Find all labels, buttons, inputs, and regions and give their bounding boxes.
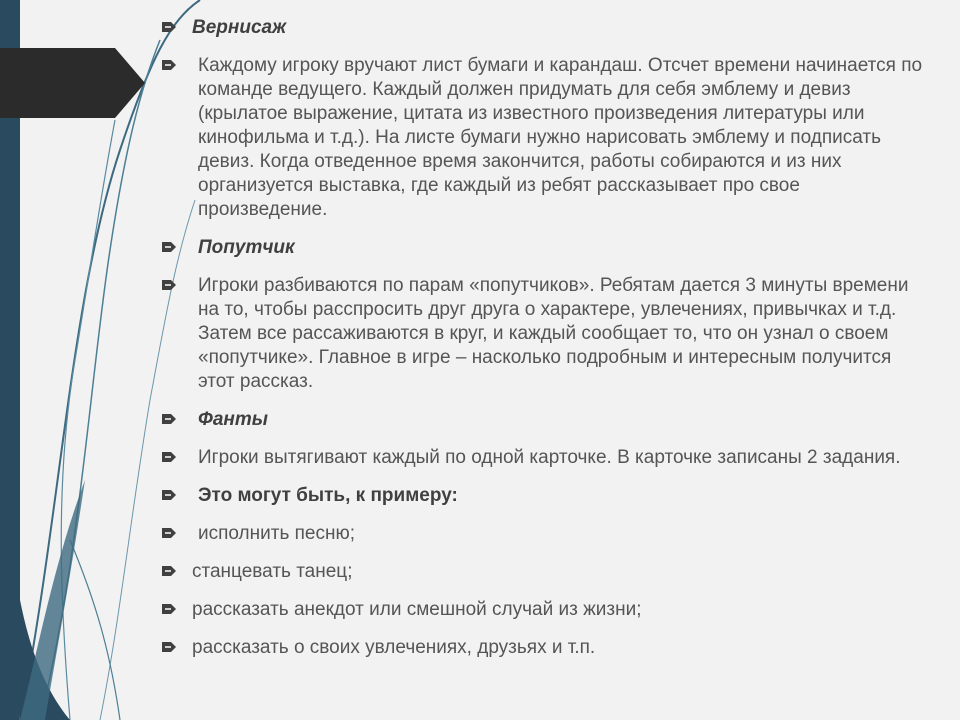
arrow-bullet-icon [162,602,176,616]
paragraph-poputchik: Игроки разбиваются по парам «попутчиков». Ребятам дается 3 минуты времени на то, чтобы расспросить друг друга о характере, увлечениях, привычках и т.д. Затем все рассаживаются в круг, и каждый сообщает то, что он узнал о своем «попутчике». Главное в игре – насколько подробным и интересным получится этот рассказ. [198,275,909,392]
slide-content [162,16,932,674]
list-item [162,236,932,260]
example-anecdote: рассказать анекдот или смешной случай из жизни; [192,599,642,620]
arrow-bullet-icon [162,58,176,72]
title-banner-shape [0,48,145,118]
arrow-bullet-icon [162,564,176,578]
arrow-bullet-icon [162,278,176,292]
paragraph-fanty: Игроки вытягивают каждый по одной карточке. В карточке записаны 2 задания. [198,447,901,468]
heading-examples: Это могут быть, к примеру: [198,485,458,506]
list-item [162,408,932,432]
heading-fanty: Фанты [198,409,268,430]
paragraph-vernissage: Каждому игроку вручают лист бумаги и карандаш. Отсчет времени начинается по команде ведущего. Каждый должен придумать для себя эмблему и девиз (крылатое выражение, цитата из известного произведения литературы или кинофильма и т.д.). На листе бумаги нужно нарисовать эмблему и подписать девиз. Когда отведенное время закончится, работы собираются и из них организуется выставка, где каждый из ребят рассказывает про свое произведение. [198,55,923,220]
arrow-bullet-icon [162,450,176,464]
heading-poputchik: Попутчик [198,237,295,258]
arrow-bullet-icon [162,640,176,654]
list-item [162,446,932,470]
list-item [162,484,932,508]
example-song: исполнить песню; [198,523,356,544]
list-item [162,16,932,40]
arrow-bullet-icon [162,20,176,34]
heading-vernissage: Вернисаж [192,17,287,38]
arrow-bullet-icon [162,488,176,502]
arrow-bullet-icon [162,240,176,254]
list-item [162,560,932,584]
list-item [162,636,932,660]
list-item [162,54,932,222]
arrow-bullet-icon [162,526,176,540]
list-item [162,274,932,394]
list-item [162,598,932,622]
arrow-bullet-icon [162,412,176,426]
example-dance: станцевать танец; [192,561,353,582]
list-item [162,522,932,546]
example-hobbies: рассказать о своих увлечениях, друзьях и т.п. [192,637,596,658]
